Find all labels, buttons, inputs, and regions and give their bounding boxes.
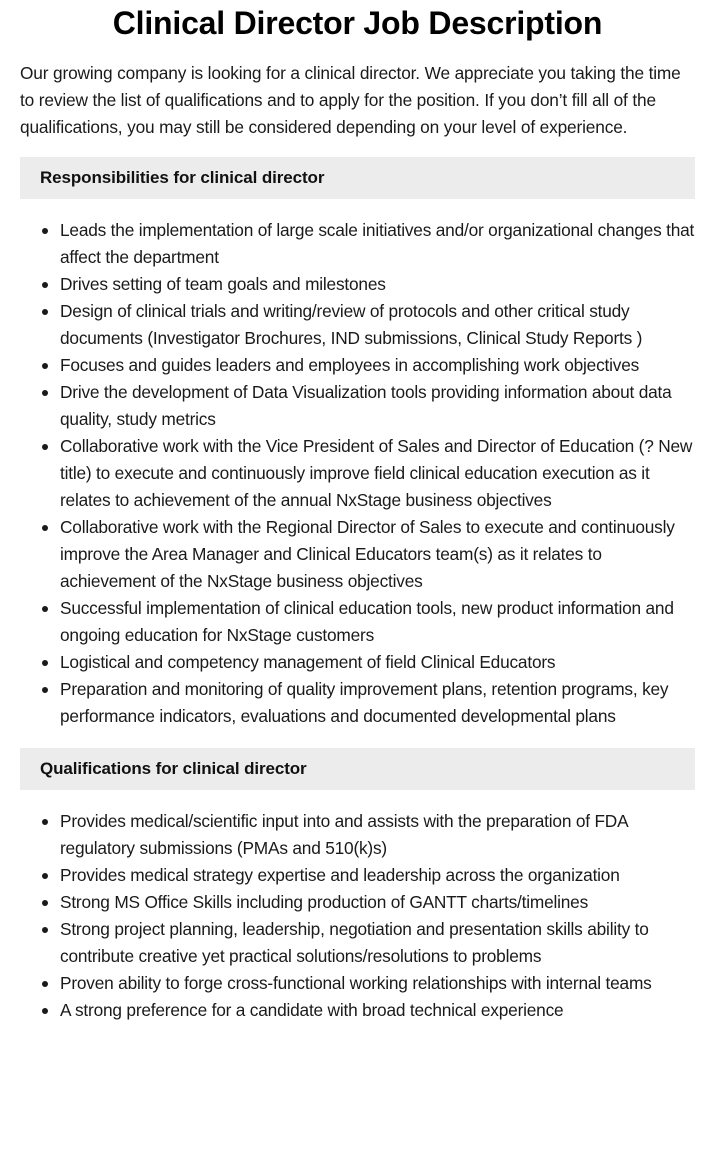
responsibilities-heading: Responsibilities for clinical director	[20, 157, 695, 199]
bullet-icon	[42, 390, 48, 396]
list-item: Drive the development of Data Visualization tools providing information about data quality, study metrics	[20, 379, 695, 433]
bullet-icon	[42, 1008, 48, 1014]
qualifications-heading: Qualifications for clinical director	[20, 748, 695, 790]
list-item: Provides medical/scientific input into and assists with the preparation of FDA regulatory submissions (PMAs and 510(k)s)	[20, 808, 695, 862]
bullet-icon	[42, 309, 48, 315]
list-item: Focuses and guides leaders and employees in accomplishing work objectives	[20, 352, 695, 379]
list-item: A strong preference for a candidate with broad technical experience	[20, 997, 695, 1024]
bullet-icon	[42, 819, 48, 825]
list-item: Design of clinical trials and writing/review of protocols and other critical study documents (Investigator Brochures, IND submissions, Clinical Study Reports )	[20, 298, 695, 352]
qualifications-list	[20, 808, 695, 1024]
bullet-icon	[42, 228, 48, 234]
bullet-icon	[42, 444, 48, 450]
bullet-icon	[42, 900, 48, 906]
bullet-icon	[42, 927, 48, 933]
list-item: Logistical and competency management of field Clinical Educators	[20, 649, 695, 676]
list-item: Collaborative work with the Regional Director of Sales to execute and continuously improve the Area Manager and Clinical Educators team(s) as it relates to achievement of the NxStage business objectives	[20, 514, 695, 595]
bullet-icon	[42, 660, 48, 666]
bullet-icon	[42, 981, 48, 987]
list-item: Successful implementation of clinical education tools, new product information and ongoing education for NxStage customers	[20, 595, 695, 649]
list-item: Leads the implementation of large scale initiatives and/or organizational changes that affect the department	[20, 217, 695, 271]
page-title: Clinical Director Job Description	[112, 5, 603, 41]
list-item: Drives setting of team goals and milestones	[20, 271, 695, 298]
list-item: Collaborative work with the Vice President of Sales and Director of Education (? New title) to execute and continuously improve field clinical education execution as it relates to achievement of the annual NxStage business objectives	[20, 433, 695, 514]
list-item: Strong MS Office Skills including production of GANTT charts/timelines	[20, 889, 695, 916]
bullet-icon	[42, 282, 48, 288]
bullet-icon	[42, 606, 48, 612]
list-item: Proven ability to forge cross-functional working relationships with internal teams	[20, 970, 695, 997]
intro-paragraph: Our growing company is looking for a clinical director. We appreciate you taking the time to review the list of qualifications and to apply for the position. If you don’t fill all of the qualifications, you may still be considered depending on your level of experience.	[20, 63, 681, 137]
list-item: Strong project planning, leadership, negotiation and presentation skills ability to contribute creative yet practical solutions/resolutions to problems	[20, 916, 695, 970]
list-item: Provides medical strategy expertise and leadership across the organization	[20, 862, 695, 889]
bullet-icon	[42, 525, 48, 531]
responsibilities-list	[20, 217, 695, 730]
list-item: Preparation and monitoring of quality improvement plans, retention programs, key performance indicators, evaluations and documented developmental plans	[20, 676, 695, 730]
bullet-icon	[42, 873, 48, 879]
bullet-icon	[42, 687, 48, 693]
bullet-icon	[42, 363, 48, 369]
